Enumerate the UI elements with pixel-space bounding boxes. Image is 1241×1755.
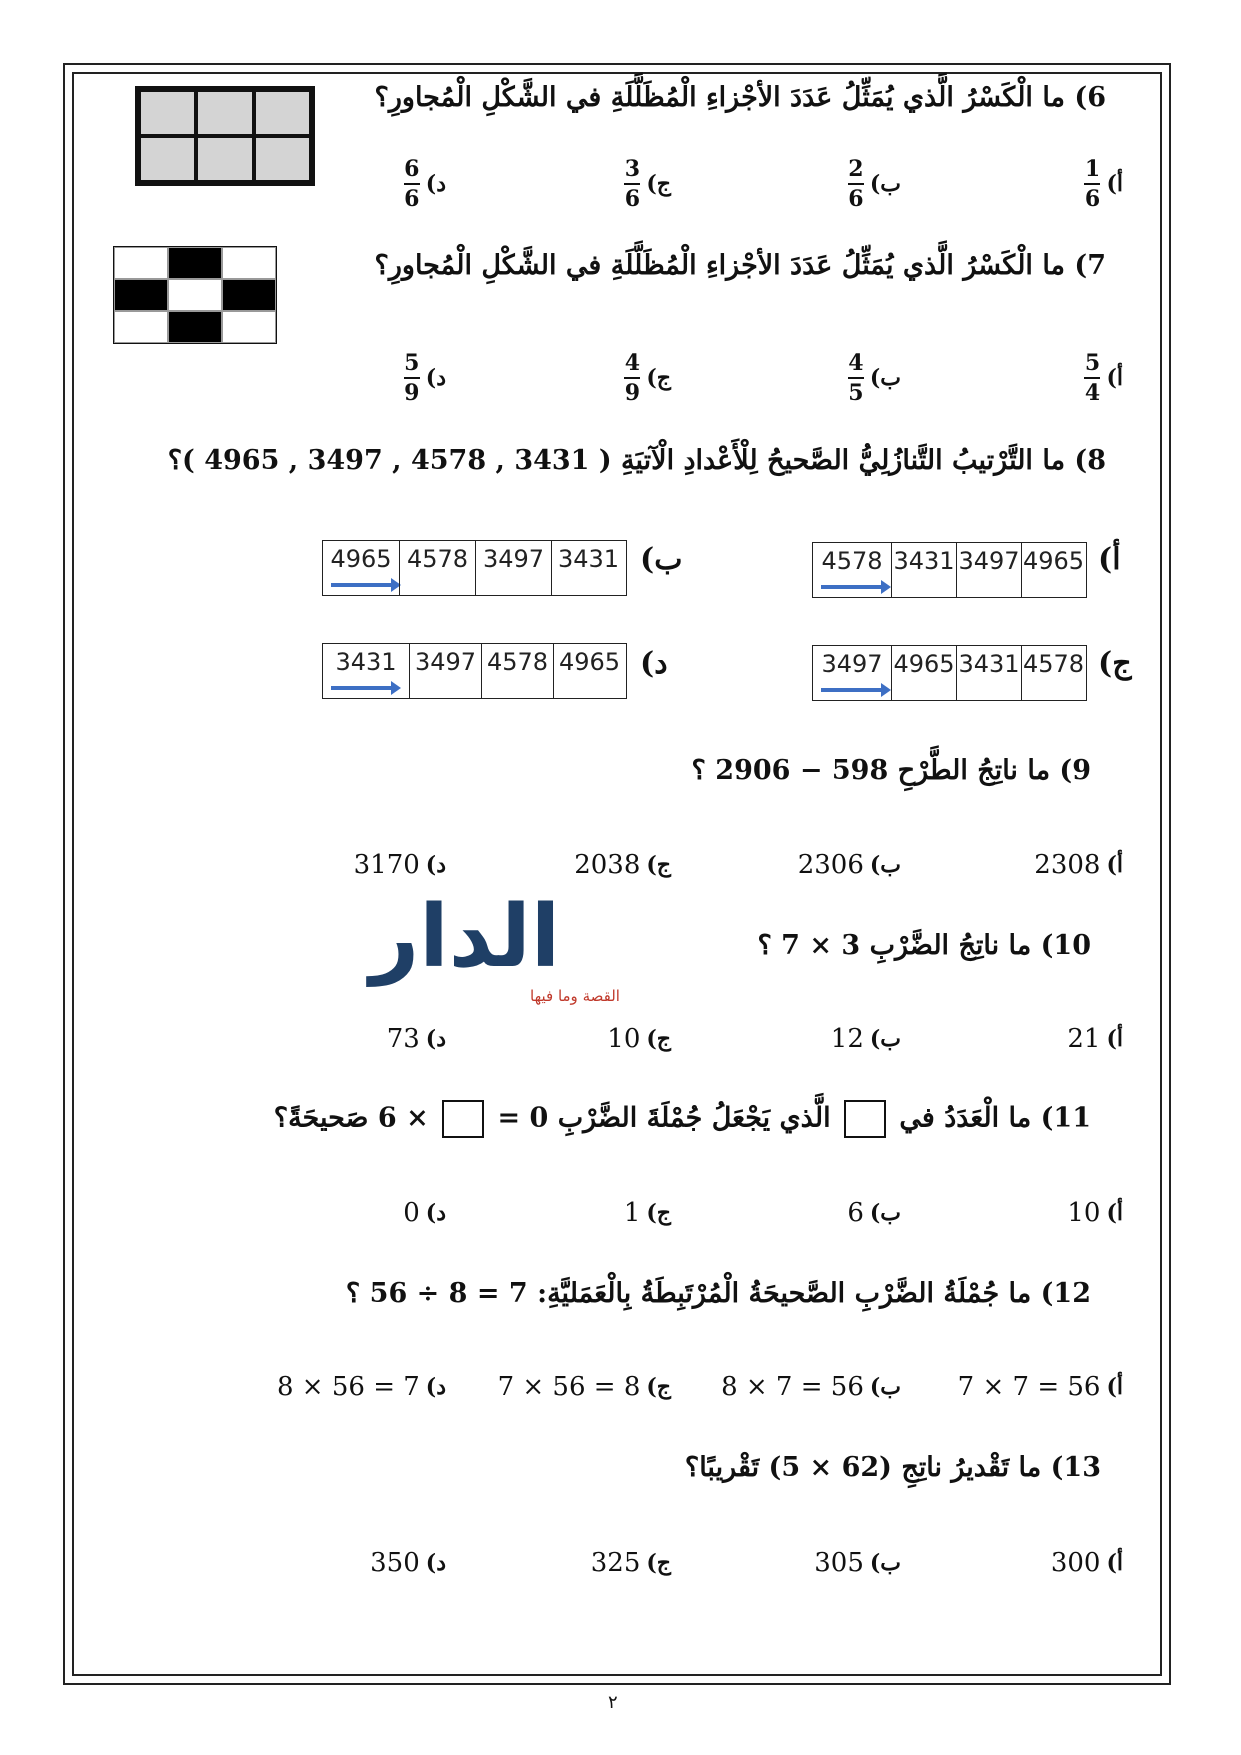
q8-b-cell-2: 4578 [399,541,475,595]
q12-option-b[interactable]: ب) 8 × 7 = 56 [721,1372,901,1402]
q8-option-a[interactable] [812,542,1087,598]
q9-option-a[interactable]: أ) 2308 [1034,850,1123,880]
q11-option-a[interactable]: أ) 10 [1067,1198,1123,1228]
question-11: 11) ما الْعَدَدُ في الَّذي يَجْعَلُ جُمْلَةَ الضَّرْبِ 0 = × 6 صَحيحَةً؟ [274,1100,1091,1138]
question-6: 6) ما الْكَسْرُ الَّذي يُمَثِّلُ عَدَدَ الأجْزاءِ الْمُظَلَّلَةِ في الشَّكْلِ الْمُجاورِ؟ [374,82,1106,113]
q13-option-c[interactable]: ج) 325 [590,1548,671,1578]
q13-option-d[interactable]: د) 350 [370,1548,446,1578]
q8-c-cell-3: 3431 [956,646,1021,700]
q6-option-a[interactable]: أ) $\frac{1}{6}$ [1084,156,1123,212]
q13-option-b[interactable]: ب) 305 [814,1548,901,1578]
logo-graphic [350,887,620,1008]
q8-a-cell-4: 4965 [1021,543,1085,597]
q8-a-cell-1: 4578 [813,543,891,597]
q8-option-b-label: ب) [640,542,683,577]
q13-option-a[interactable]: أ) 300 [1050,1548,1123,1578]
q12-option-c[interactable]: ج) 7 × 56 = 8 [497,1372,671,1402]
question-12: 12) ما جُمْلَةُ الضَّرْبِ الصَّحيحَةُ الْمُرْتَبِطَةُ بِالْعَمَليَّةِ: 7 = 8 ÷ 56 ؟ [345,1278,1091,1309]
question-7: 7) ما الْكَسْرُ الَّذي يُمَثِّلُ عَدَدَ الأجْزاءِ الْمُظَلَّلَةِ في الشَّكْلِ الْمُجاورِ؟ [374,250,1106,281]
q6-option-d[interactable]: د) $\frac{6}{6}$ [404,156,446,212]
q7-option-d[interactable]: د) $\frac{5}{9}$ [404,350,446,406]
q8-b-cell-3: 3497 [475,541,551,595]
shaded-rectangle-figure [135,86,315,186]
q12-option-d[interactable]: د) 8 × 56 = 7 [276,1372,446,1402]
q9-option-b[interactable]: ب) 2306 [797,850,901,880]
q6-option-c[interactable]: ج) $\frac{3}{6}$ [624,156,671,212]
svg-text:الدار: الدار [369,887,561,987]
arrow-icon [331,583,393,587]
checker-figure [113,246,277,344]
q8-a-cell-2: 3431 [891,543,956,597]
q6-option-b[interactable]: ب) $\frac{2}{6}$ [848,156,901,212]
arrow-icon [331,686,393,690]
q9-option-d[interactable]: د) 3170 [353,850,446,880]
q8-d-cell-1: 3431 [323,644,409,698]
q8-option-d[interactable] [322,643,627,699]
q8-d-cell-2: 3497 [409,644,481,698]
question-9: 9) ما ناتِجُ الطَّرْحِ 598 − 2906 ؟ [691,755,1091,786]
q10-option-b[interactable]: ب) 12 [830,1024,901,1054]
q8-option-d-label: د) [640,646,668,681]
q7-option-c[interactable]: ج) $\frac{4}{9}$ [624,350,671,406]
q10-option-d[interactable]: د) 73 [386,1024,446,1054]
arrow-icon [821,688,883,692]
q10-option-c[interactable]: ج) 10 [607,1024,671,1054]
q8-d-cell-4: 4965 [553,644,625,698]
q8-option-c-label: ج) [1098,646,1132,681]
question-8: 8) ما التَّرْتيبُ التَّنازُلِيُّ الصَّحيحُ لِلْأَعْدادِ الْآتيَةِ ( 3431 , 4578 , 3497 , 4965 )؟ [167,445,1106,476]
publisher-logo [350,887,620,1008]
q9-option-c[interactable]: ج) 2038 [574,850,671,880]
q11-option-b[interactable]: ب) 6 [847,1198,901,1228]
q7-option-a[interactable]: أ) $\frac{5}{4}$ [1084,350,1123,406]
q8-b-cell-4: 3431 [551,541,625,595]
q8-c-cell-4: 4578 [1021,646,1085,700]
blank-box [442,1100,484,1138]
q8-option-b[interactable] [322,540,627,596]
q8-a-cell-3: 3497 [956,543,1021,597]
question-13: 13) ما تَقْديرُ ناتِجِ (62 × 5) تَقْريبًا؟ [684,1452,1101,1483]
blank-box [844,1100,886,1138]
q11-option-d[interactable]: د) 0 [403,1198,446,1228]
q7-option-b[interactable]: ب) $\frac{4}{5}$ [848,350,901,406]
q10-option-a[interactable]: أ) 21 [1067,1024,1123,1054]
q8-option-c[interactable] [812,645,1087,701]
q12-option-a[interactable]: أ) 7 × 7 = 56 [957,1372,1123,1402]
q8-b-cell-1: 4965 [323,541,399,595]
q8-d-cell-3: 4578 [481,644,553,698]
svg-text:القصة وما فيها: القصة وما فيها [530,987,620,1005]
q8-option-a-label: أ) [1098,542,1121,577]
q8-c-cell-2: 4965 [891,646,956,700]
question-10: 10) ما ناتِجُ الضَّرْبِ 3 × 7 ؟ [757,930,1091,961]
q11-option-c[interactable]: ج) 1 [623,1198,671,1228]
q8-c-cell-1: 3497 [813,646,891,700]
page-number: ٢ [608,1692,618,1713]
arrow-icon [821,585,883,589]
